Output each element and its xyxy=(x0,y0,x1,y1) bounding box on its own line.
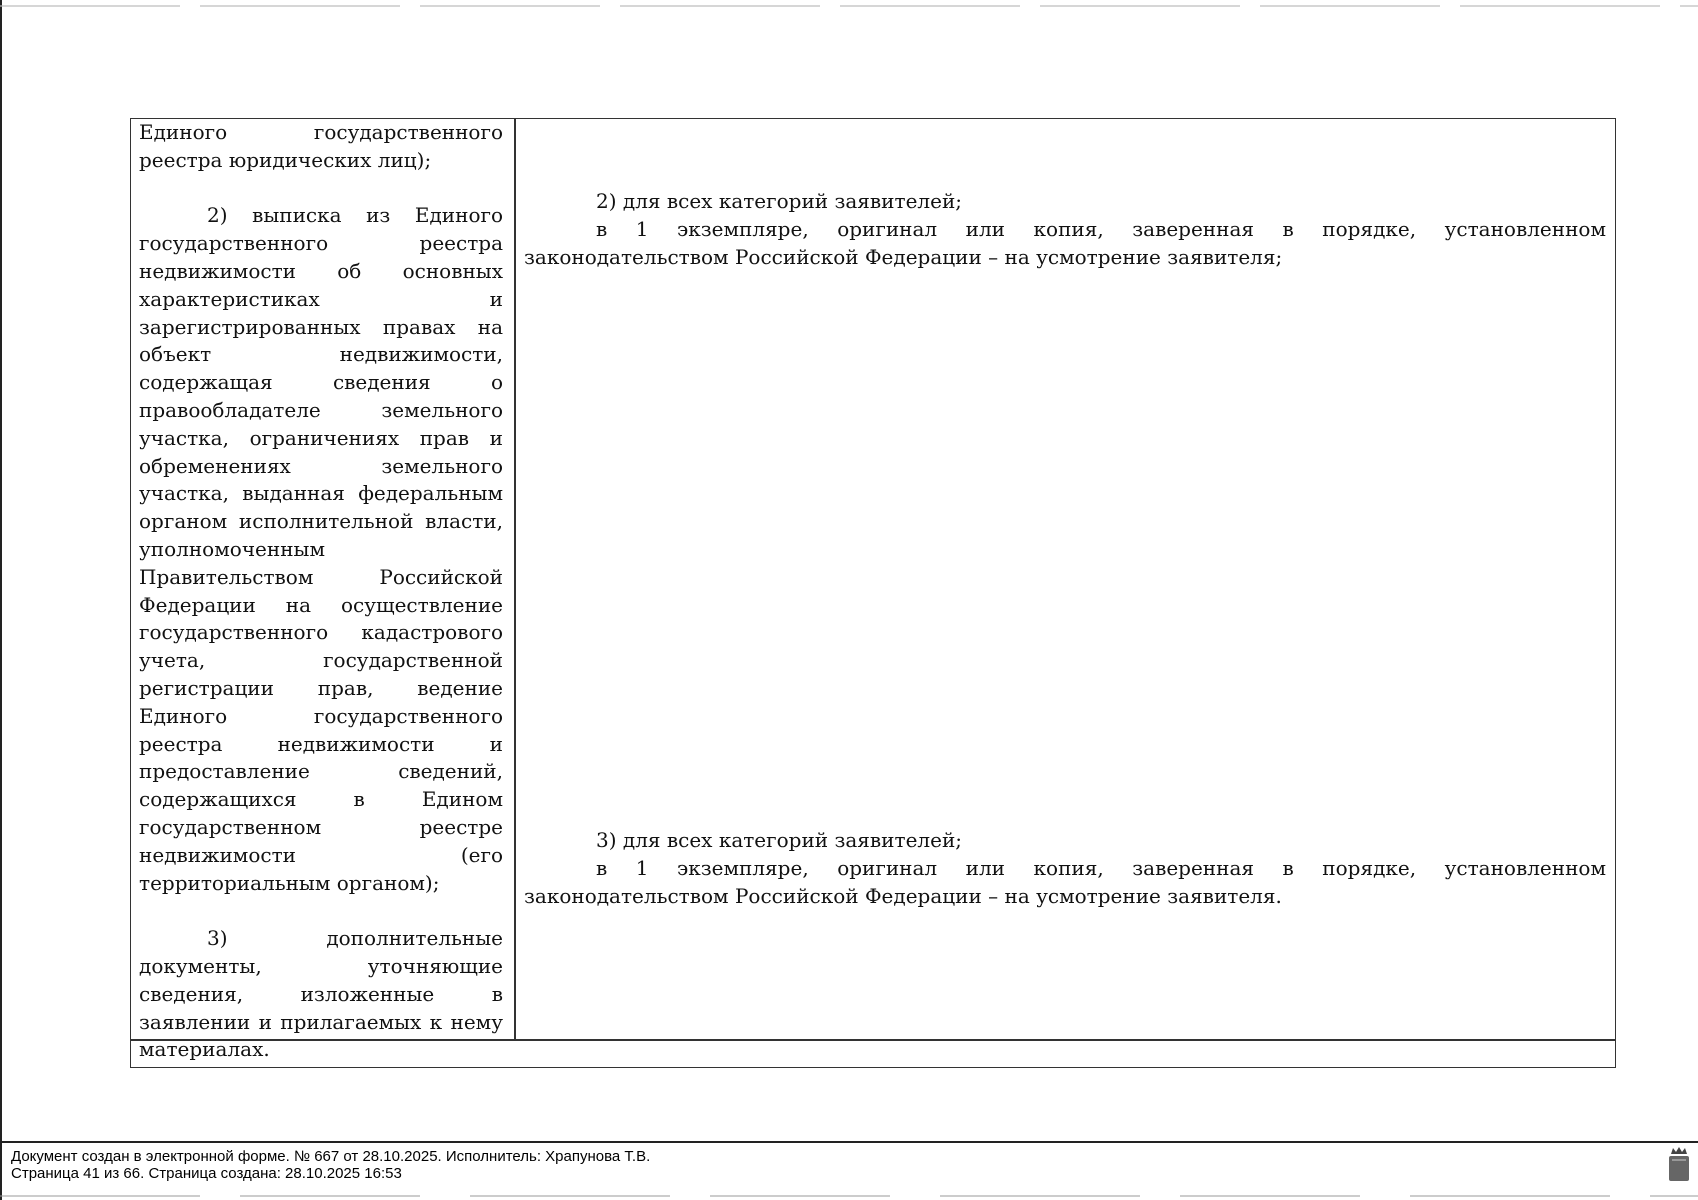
requirement-item-2 xyxy=(524,188,1606,271)
footer-page-info: Страница 41 из 66. Страница создана: 28.10.2025 16:53 xyxy=(11,1165,402,1182)
footer xyxy=(11,1148,650,1182)
requirement-2-title: 2) для всех категорий заявителей; xyxy=(596,189,963,213)
footer-document-info: Документ создан в электронной форме. № 667 от 28.10.2025. Исполнитель: Храпунова Т.В. xyxy=(11,1148,651,1165)
table-cell-documents xyxy=(139,119,503,1064)
document-seal-icon xyxy=(1668,1146,1690,1182)
page-edge xyxy=(0,0,2,1200)
footer-rule xyxy=(0,1141,1698,1143)
document-item-1-tail: Единого государственного реестра юридических лиц); xyxy=(139,120,503,172)
scan-artifact-top xyxy=(0,5,1698,7)
requirements-table xyxy=(130,118,1616,1068)
scan-artifact-bottom xyxy=(0,1195,1698,1197)
table-column-divider xyxy=(514,119,516,1039)
document-item-2: 2) выписка из Единого государственного реестра недвижимости об основных характеристиках и зарегистрированных правах на объект недвижимости, содержащая сведения о правообладателе земельного участка, ограничениях прав и обременениях земельного участка, выданная федеральным органом исполнительной власти, уполномоченным Правительством Российской Федерации на осуществление государственного кадастрового учета, государственной регистрации прав, ведение Единого государственного реестра недвижимости и предоставление сведений, содержащихся в Едином государственном реестре недвижимости (его территориальным органом); xyxy=(139,203,503,895)
requirement-3-title: 3) для всех категорий заявителей; xyxy=(596,828,963,852)
document-item-3: 3) дополнительные документы, уточняющие сведения, изложенные в заявлении и прилагаемых к нему материалах. xyxy=(139,926,503,1062)
requirement-3-text: в 1 экземпляре, оригинал или копия, заверенная в порядке, установленном законодательством Российской Федерации – на усмотрение заявителя. xyxy=(524,855,1606,908)
requirement-item-3 xyxy=(524,827,1606,910)
requirement-2-text: в 1 экземпляре, оригинал или копия, заверенная в порядке, установленном законодательством Российской Федерации – на усмотрение заявителя; xyxy=(524,216,1606,269)
